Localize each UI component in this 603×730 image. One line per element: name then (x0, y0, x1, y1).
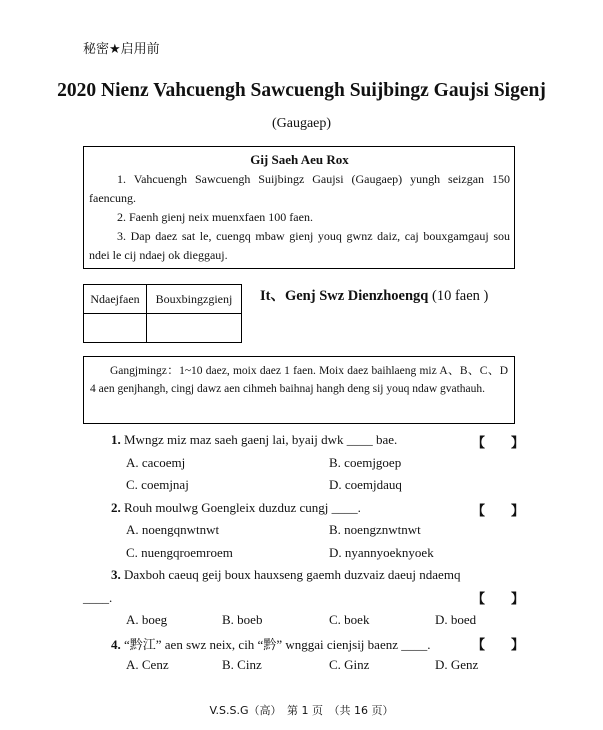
section-heading (260, 284, 488, 305)
question-4 (111, 634, 430, 653)
option-b[interactable]: B. boeb (222, 612, 263, 627)
section-label: It、Genj Swz Dienzhoengq (260, 288, 429, 304)
question-number: 3. (111, 567, 121, 582)
answer-bracket-4[interactable]: 【 】 (472, 637, 525, 652)
option-c[interactable]: C. Ginz (329, 657, 370, 672)
question-text: “黔江” aen swz neix, cih “黔” wnggai cienjsij baenz ____. (124, 637, 431, 652)
page-footer: V.S.S.G（高） 第 1 页 （共 16 页） (209, 704, 394, 717)
section-points: (10 faen ) (428, 288, 489, 304)
instructions-text: Gangjmingz：1~10 daez, moix daez 1 faen. Moix daez baihlaeng miz A、B、C、D 4 aen genjhangh, cingj dawz aen cihmeh baihnaj hangh deng sij youq ndaw gvathauh. (90, 365, 508, 395)
notice-box (83, 146, 515, 269)
option-a[interactable]: A. noengqnwtnwt (126, 522, 220, 537)
question-text: Mwngz miz maz saeh gaenj lai, byaij dwk ____ bae. (124, 432, 398, 447)
exam-title: 2020 Nienz Vahcuengh Sawcuengh Suijbingz Gaujsi Sigenj (57, 80, 546, 101)
question-3 (111, 567, 460, 583)
option-d[interactable]: D. coemjdauq (329, 477, 402, 492)
option-d[interactable]: D. Genz (435, 657, 479, 672)
question-number: 1. (111, 432, 121, 447)
grader-cell[interactable] (147, 314, 242, 343)
option-b[interactable]: B. Cinz (222, 657, 262, 672)
score-header: Ndaejfaen (84, 285, 147, 314)
option-a[interactable]: A. boeg (126, 612, 168, 627)
score-cell[interactable] (84, 314, 147, 343)
question-text-continued: ____. (83, 590, 113, 605)
secret-label: 秘密★启用前 (83, 42, 160, 57)
question-text: Rouh moulwg Goengleix duzduz cungj ____. (124, 500, 361, 515)
question-number: 4. (111, 637, 121, 652)
option-d[interactable]: D. nyannyoeknyoek (329, 545, 434, 560)
option-d[interactable]: D. boed (435, 612, 477, 627)
option-b[interactable]: B. noengznwtnwt (329, 522, 421, 537)
exam-subtitle: (Gaugaep) (271, 116, 332, 131)
question-number: 2. (111, 500, 121, 515)
score-table (83, 284, 242, 343)
option-b[interactable]: B. coemjgoep (329, 455, 402, 470)
answer-bracket-3[interactable]: 【 】 (472, 591, 525, 606)
option-a[interactable]: A. Cenz (126, 657, 169, 672)
notice-item: 3. Dap daez sat le, cuengq mbaw gienj youq gwnz daiz, caj bouxgamgauj sou ndei le cij ndaej ok dieggauj. (89, 229, 510, 262)
answer-bracket-2[interactable]: 【 】 (472, 503, 525, 518)
option-c[interactable]: C. boek (329, 612, 370, 627)
option-a[interactable]: A. cacoemj (126, 455, 186, 470)
grader-header: Bouxbingzgienj (147, 285, 242, 314)
instructions-box (83, 356, 515, 424)
notice-title: Gij Saeh Aeu Rox (250, 152, 349, 167)
notice-item: 2. Faenh gienj neix muenxfaen 100 faen. (117, 210, 313, 224)
option-c[interactable]: C. coemjnaj (126, 477, 189, 492)
option-c[interactable]: C. nuengqroemroem (126, 545, 233, 560)
answer-bracket-1[interactable]: 【 】 (472, 435, 525, 450)
question-text: Daxboh caeuq geij boux hauxseng gaemh duzvaiz daeuj ndaemq (124, 567, 461, 582)
question-1 (111, 432, 397, 448)
notice-item: 1. Vahcuengh Sawcuengh Suijbingz Gaujsi (Gaugaep) yungh seizgan 150 faencung. (89, 172, 510, 205)
question-2 (111, 500, 361, 516)
